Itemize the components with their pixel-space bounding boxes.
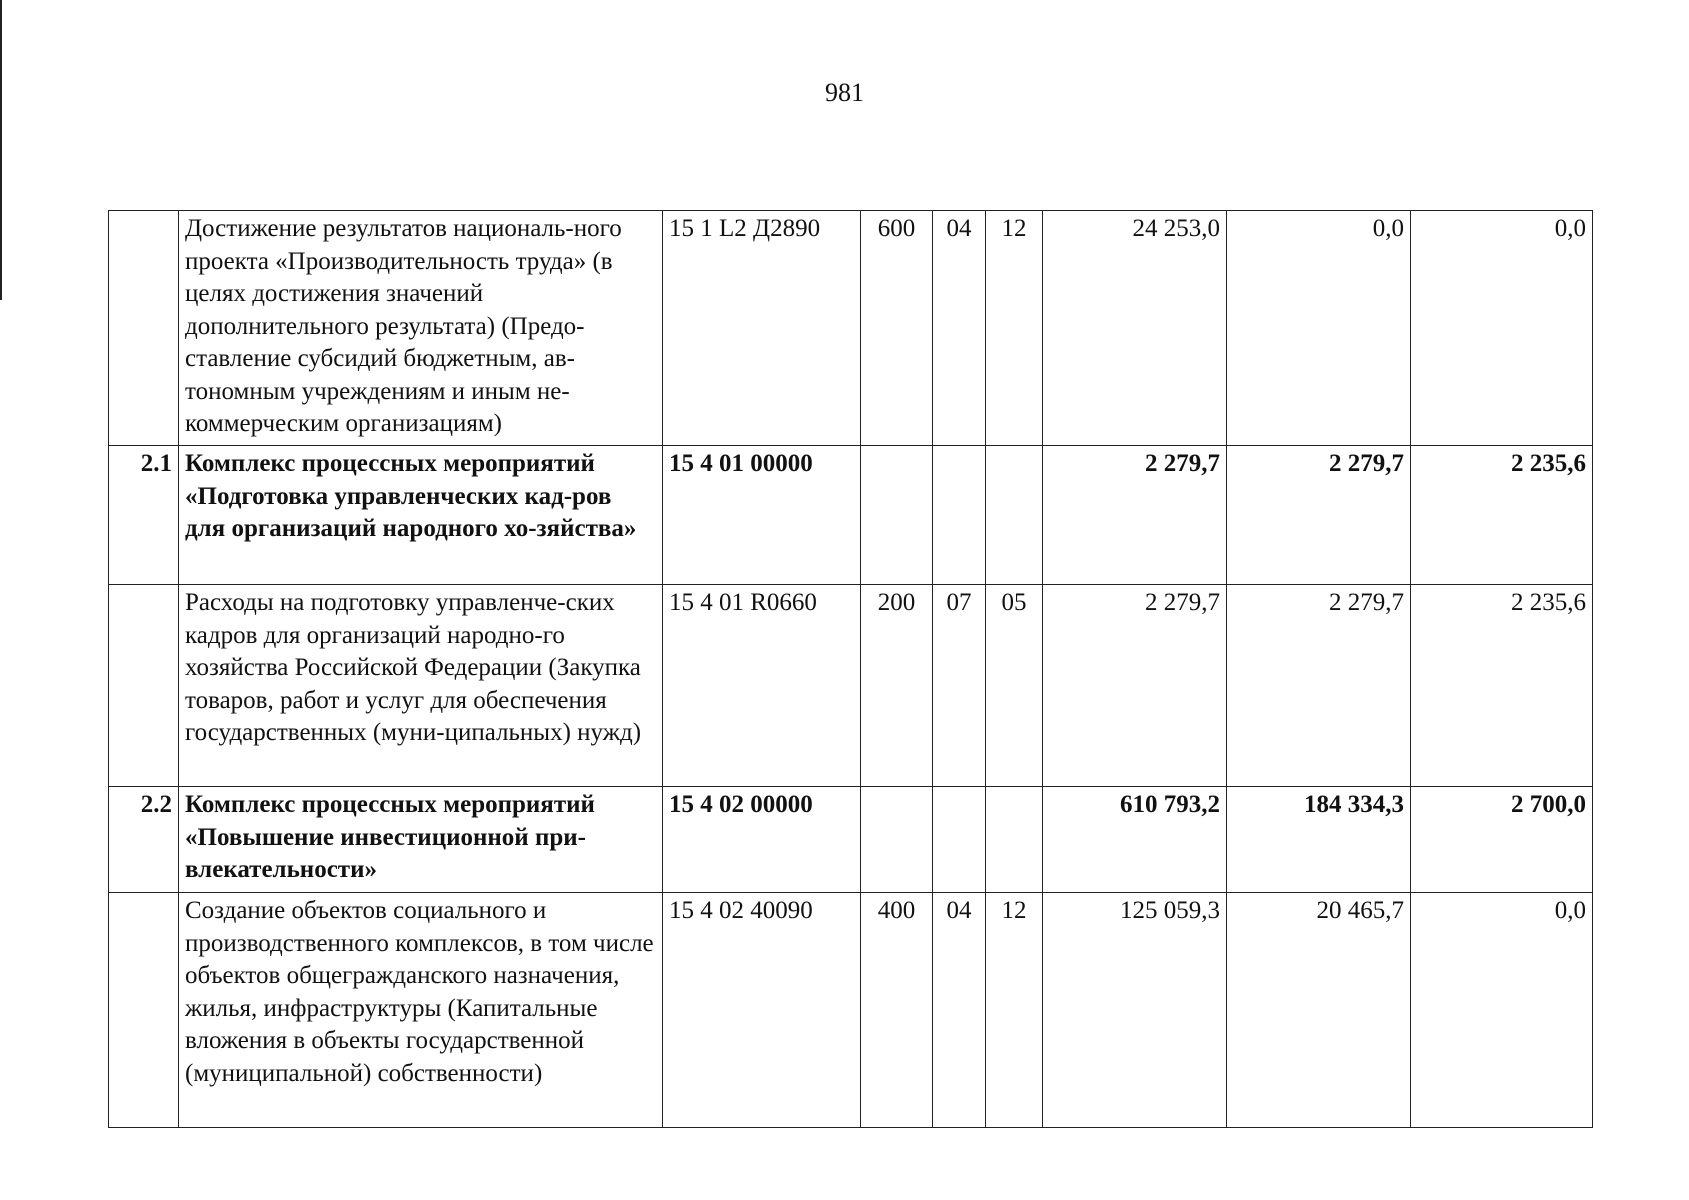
row-amount-3: 0,0 [1411, 211, 1593, 446]
row-amount-3: 2 700,0 [1411, 787, 1593, 893]
row-number [109, 893, 179, 1128]
table-row [109, 211, 1593, 446]
row-subsection [986, 787, 1043, 893]
row-amount-3: 0,0 [1411, 893, 1593, 1128]
row-amount-2: 184 334,3 [1227, 787, 1411, 893]
table-row [109, 446, 1593, 585]
row-expense-type: 600 [861, 211, 933, 446]
row-expense-type: 400 [861, 893, 933, 1128]
row-name: Комплекс процессных мероприятий «Подготовка управленческих кад-ров для организаций народного хо-зяйства» [179, 446, 663, 585]
row-target-code: 15 4 01 R0660 [663, 585, 861, 787]
row-amount-2: 2 279,7 [1227, 446, 1411, 585]
row-section: 04 [933, 211, 986, 446]
row-subsection: 12 [986, 211, 1043, 446]
row-amount-1: 2 279,7 [1043, 585, 1227, 787]
page-number: 981 [825, 78, 864, 107]
row-amount-2: 2 279,7 [1227, 585, 1411, 787]
row-amount-1: 24 253,0 [1043, 211, 1227, 446]
row-amount-3: 2 235,6 [1411, 446, 1593, 585]
row-name: Расходы на подготовку управленче-ских кадров для организаций народно-го хозяйства Российской Федерации (Закупка товаров, работ и услуг для обеспечения государственных (муни-ципальных) нужд) [179, 585, 663, 787]
row-number [109, 211, 179, 446]
budget-table [108, 210, 1593, 1128]
row-amount-3: 2 235,6 [1411, 585, 1593, 787]
scan-left-edge [0, 0, 2, 300]
row-amount-2: 0,0 [1227, 211, 1411, 446]
row-section: 04 [933, 893, 986, 1128]
row-subsection: 05 [986, 585, 1043, 787]
table-row [109, 585, 1593, 787]
row-number: 2.1 [109, 446, 179, 585]
row-name: Комплекс процессных мероприятий «Повышение инвестиционной при-влекательности» [179, 787, 663, 893]
row-expense-type: 200 [861, 585, 933, 787]
row-section: 07 [933, 585, 986, 787]
row-amount-1: 125 059,3 [1043, 893, 1227, 1128]
row-subsection [986, 446, 1043, 585]
row-section [933, 446, 986, 585]
row-number: 2.2 [109, 787, 179, 893]
table-row [109, 787, 1593, 893]
row-amount-1: 2 279,7 [1043, 446, 1227, 585]
row-target-code: 15 4 02 40090 [663, 893, 861, 1128]
row-number [109, 585, 179, 787]
row-name: Создание объектов социального и производственного комплексов, в том числе объектов общегражданского назначения, жилья, инфраструктуры (Капитальные вложения в объекты государственной (муниципальной) собственности) [179, 893, 663, 1128]
row-section [933, 787, 986, 893]
row-target-code: 15 4 01 00000 [663, 446, 861, 585]
row-amount-1: 610 793,2 [1043, 787, 1227, 893]
row-expense-type [861, 446, 933, 585]
row-subsection: 12 [986, 893, 1043, 1128]
table-row [109, 893, 1593, 1128]
row-target-code: 15 4 02 00000 [663, 787, 861, 893]
row-expense-type [861, 787, 933, 893]
row-name: Достижение результатов националь-ного проекта «Производительность труда» (в целях достижения значений дополнительного результата) (Предо-ставление субсидий бюджетным, ав-тономным учреждениям и иным не-коммерческим организациям) [179, 211, 663, 446]
row-target-code: 15 1 L2 Д2890 [663, 211, 861, 446]
row-amount-2: 20 465,7 [1227, 893, 1411, 1128]
